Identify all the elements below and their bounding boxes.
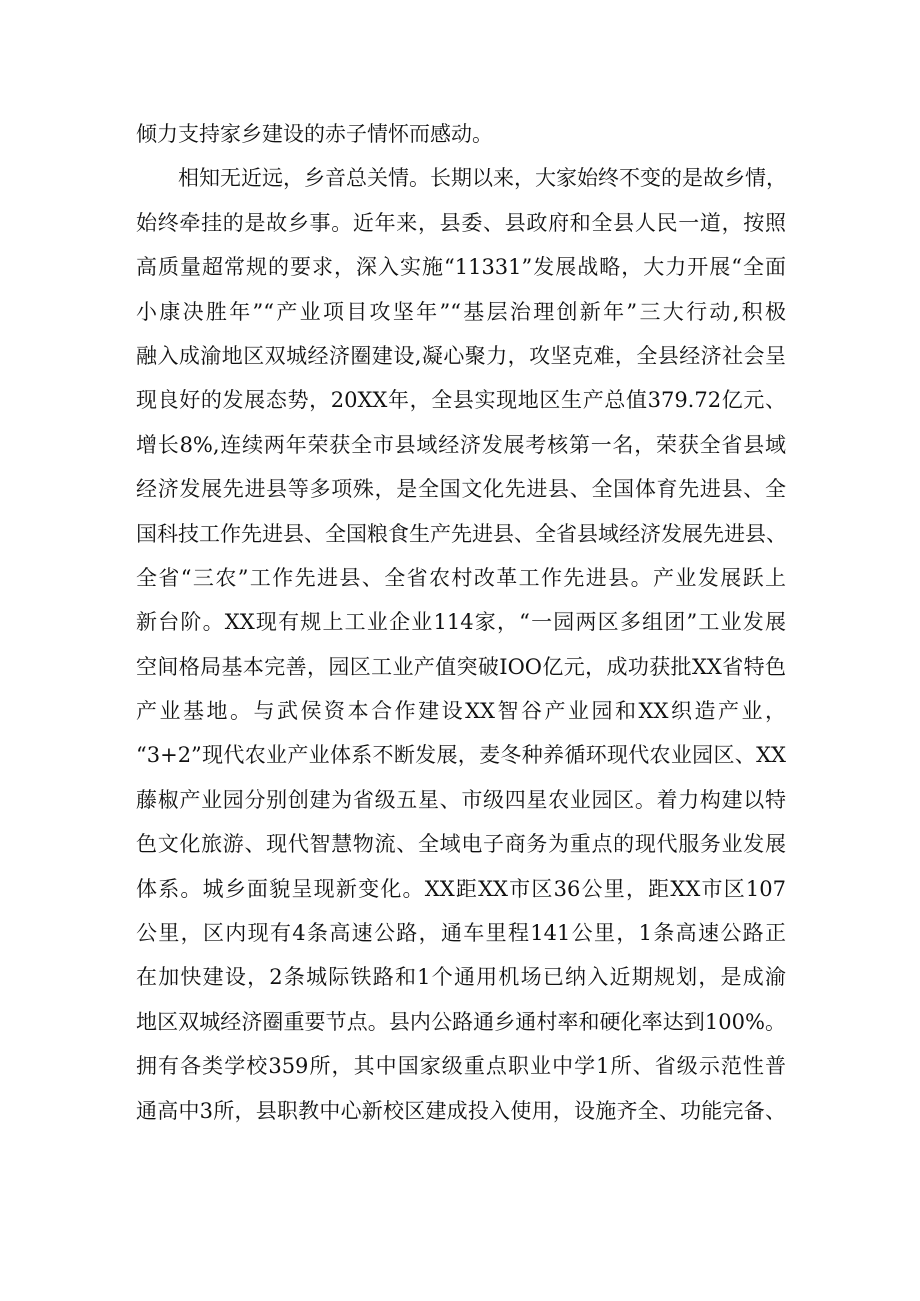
text-line: 融入成渝地区双城经济圈建设,凝心聚力，攻坚克难，全县经济社会呈 [136,343,786,368]
text-line: 拥有各类学校359所，其中国家级重点职业中学1所、省级示范性普 [136,1054,786,1079]
text-line: 体系。城乡面貌呈现新变化。XX距XX市区36公里，距XX市区107 [136,876,786,901]
text-line: 产业基地。与武侯资本合作建设XX智谷产业园和XX织造产业， [136,699,786,724]
text-line: 相知无近远，乡音总关情。长期以来，大家始终不变的是故乡情， [178,166,787,191]
text-line: 高质量超常规的要求，深入实施“11331”发展战略，大力开展“全面 [136,255,786,280]
body-text [136,112,786,1133]
text-line: 全省“三农”工作先进县、全省农村改革工作先进县。产业发展跃上 [136,565,786,590]
text-line: 空间格局基本完善，园区工业产值突破IOO亿元，成功获批XX省特色 [136,654,786,679]
text-line: 地区双城经济圈重要节点。县内公路通乡通村率和硬化率达到100%。 [136,1009,786,1034]
text-line: 在加快建设，2条城际铁路和1个通用机场已纳入近期规划，是成渝 [136,965,786,990]
text-line: 藤椒产业园分别创建为省级五星、市级四星农业园区。着力构建以特 [136,787,786,812]
text-line: “3+2”现代农业产业体系不断发展，麦冬种养循环现代农业园区、XX [136,743,786,768]
text-line: 增长8%,连续两年荣获全市县域经济发展考核第一名，荣获全省县域 [136,432,786,457]
text-line: 经济发展先进县等多项殊，是全国文化先进县、全国体育先进县、全 [136,477,786,502]
text-line: 公里，区内现有4条高速公路，通车里程141公里，1条高速公路正 [136,921,786,946]
text-line: 倾力支持家乡建设的赤子情怀而感动。 [136,122,493,146]
text-line: 通高中3所，县职教中心新校区建成投入使用，设施齐全、功能完备、 [136,1098,786,1123]
text-line: 始终牵挂的是故乡事。近年来，县委、县政府和全县人民一道，按照 [136,210,786,235]
text-line: 现良好的发展态势，20XX年，全县实现地区生产总值379.72亿元、 [136,388,786,413]
text-line: 国科技工作先进县、全国粮食生产先进县、全省县域经济发展先进县、 [136,521,787,546]
text-line: 小康决胜年”“产业项目攻坚年”“基层治理创新年”三大行动,积极 [136,299,786,324]
text-line: 色文化旅游、现代智慧物流、全域电子商务为重点的现代服务业发展 [136,832,786,857]
text-line: 新台阶。XX现有规上工业企业114家，“一园两区多组团”工业发展 [136,610,786,635]
